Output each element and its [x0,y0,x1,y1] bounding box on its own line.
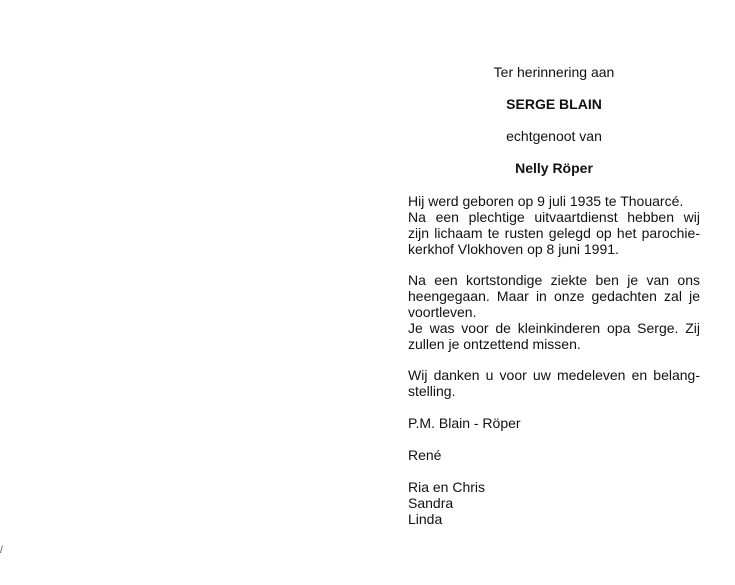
paragraph-birth-funeral [408,193,700,257]
signature-line: Linda [408,511,443,527]
signature-family-group [408,479,700,527]
text-line: zijn lichaam te rusten gelegd op het parochie- [408,225,700,241]
signature-spouse: P.M. Blain - Röper [408,415,521,431]
spouse-name: Nelly Röper [515,160,593,176]
deceased-name: SERGE BLAIN [506,96,602,112]
relation-text: echtgenoot van [506,128,602,144]
text-line: kerkhof Vlokhoven op 8 juni 1991. [408,241,619,257]
text-line: Hij werd geboren op 9 juli 1935 te Thouarcé. [408,193,684,209]
text-line: heengegaan. Maar in onze gedachten zal je [408,288,700,304]
text-line: stelling. [408,383,456,399]
text-line: Na een plechtige uitvaartdienst hebben wij [408,209,700,225]
text-line: zullen je ontzettend missen. [408,336,581,352]
text-line: Wij danken u voor uw medeleven en belang- [408,367,700,383]
edge-mark: / [0,545,3,556]
text-line: Je was voor de kleinkinderen opa Serge. Zij [408,320,700,336]
intro-text: Ter herinnering aan [493,64,615,80]
paragraph-remembrance [408,272,700,352]
text-line: voortleven. [408,304,477,320]
text-line: Na een kortstondige ziekte ben je van ons [408,272,700,288]
paragraph-thanks [408,367,700,399]
signature-line: Sandra [408,495,454,511]
signature-child: René [408,447,442,463]
signature-line: Ria en Chris [408,479,486,495]
